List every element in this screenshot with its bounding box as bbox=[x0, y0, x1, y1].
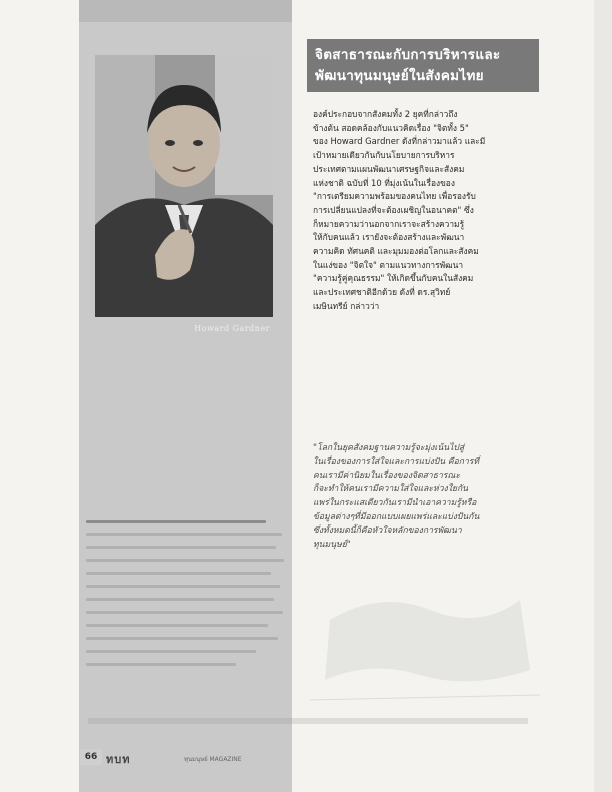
body-line: องค์ประกอบจากสังคมทั้ง 2 ยุคที่กล่าวถึง bbox=[313, 109, 458, 119]
section-title bbox=[307, 39, 539, 92]
right-margin bbox=[594, 0, 612, 792]
footnote-faded bbox=[88, 718, 528, 724]
body-line: เมษินทรีย์ กล่าวว่า bbox=[313, 300, 380, 311]
quote-line: แพร่ในกระแสเดียวกันเรามีนำเอาความรู้หรือ bbox=[313, 498, 477, 509]
footer-logo: ทบท bbox=[106, 753, 131, 766]
body-line: และประเทศชาติอีกด้วย ดังที่ ดร.สุวิทย์ bbox=[313, 287, 451, 298]
body-line: "การเตรียมความพร้อมของคนไทย เพื่อรองรับ bbox=[313, 191, 476, 202]
quote-line: ในเรื่องของการใส่ใจและการแบ่งปัน คือการที่ bbox=[313, 456, 480, 467]
body-line: "ความรู้คู่คุณธรรม" ให้เกิดขึ้นกับคนในสังคม bbox=[313, 273, 474, 284]
left-top-strip bbox=[79, 0, 292, 22]
body-line: ในแง่ของ "จิตใจ" ตามแนวทางการพัฒนา bbox=[313, 259, 464, 270]
quote-line: คนเรามีค่านิยมในเรื่องของจิตสาธารณะ bbox=[313, 470, 460, 481]
quote-line: ก็จะทำให้คนเรามีความใส่ใจและห่วงใยกัน bbox=[313, 484, 469, 495]
body-line: แห่งชาติ ฉบับที่ 10 ที่มุ่งเน้นในเรื่องของ bbox=[313, 177, 455, 188]
quote-line: ทุนมนุษย์" bbox=[313, 539, 351, 550]
quote-line: "โลกในยุคสังคมฐานความรู้จะมุ่งเน้นไปสู่ bbox=[313, 443, 465, 453]
body-line: ของ Howard Gardner ดังที่กล่าวมาแล้ว และมี bbox=[313, 136, 486, 147]
body-line: ก็หมายความว่านอกจากเราจะสร้างความรู้ bbox=[313, 218, 465, 229]
footer-magazine-name: ทุนมนุษย์ MAGAZINE bbox=[184, 756, 242, 763]
quote-line: ข้อมูลต่างๆที่มีออกแบบเผยแพร่และแบ่งปันกัน bbox=[313, 511, 480, 522]
quote-line: ซึ่งทั้งหมดนี้ก็คือหัวใจหลักของการพัฒนา bbox=[313, 525, 462, 536]
photo-caption: Howard Gardner bbox=[194, 324, 270, 333]
quote-paragraph bbox=[313, 442, 539, 552]
body-line: เป้าหมายเดียวกันกับนโยบายการบริหาร bbox=[313, 150, 455, 161]
body-line: ให้กับคนแล้ว เรายังจะต้องสร้างและพัฒนา bbox=[313, 232, 465, 243]
body-line: ประเทศตามแผนพัฒนาเศรษฐกิจและสังคม bbox=[313, 163, 465, 174]
body-line: การเปลี่ยนแปลงที่จะต้องเผชิญในอนาคต" ซึ่ง bbox=[313, 204, 474, 215]
title-line-1: จิตสาธารณะกับการบริหารและ bbox=[315, 47, 501, 63]
page-number: 66 bbox=[80, 749, 102, 765]
body-paragraph bbox=[313, 108, 539, 314]
portrait-illustration bbox=[95, 55, 273, 317]
body-line: ความคิด ทัศนคติ และมุมมองต่อโลกและสังคม bbox=[313, 246, 479, 257]
ghost-map-illustration bbox=[300, 580, 550, 710]
title-line-2: พัฒนาทุนมนุษย์ในสังคมไทย bbox=[315, 68, 484, 84]
body-line: ข้างต้น สอดคล้องกับแนวคิดเรื่อง "จิตทั้ง 5" bbox=[313, 122, 469, 133]
faded-background-graphic bbox=[300, 580, 550, 710]
faded-show-through-text bbox=[86, 520, 286, 710]
portrait-photo bbox=[95, 55, 273, 317]
